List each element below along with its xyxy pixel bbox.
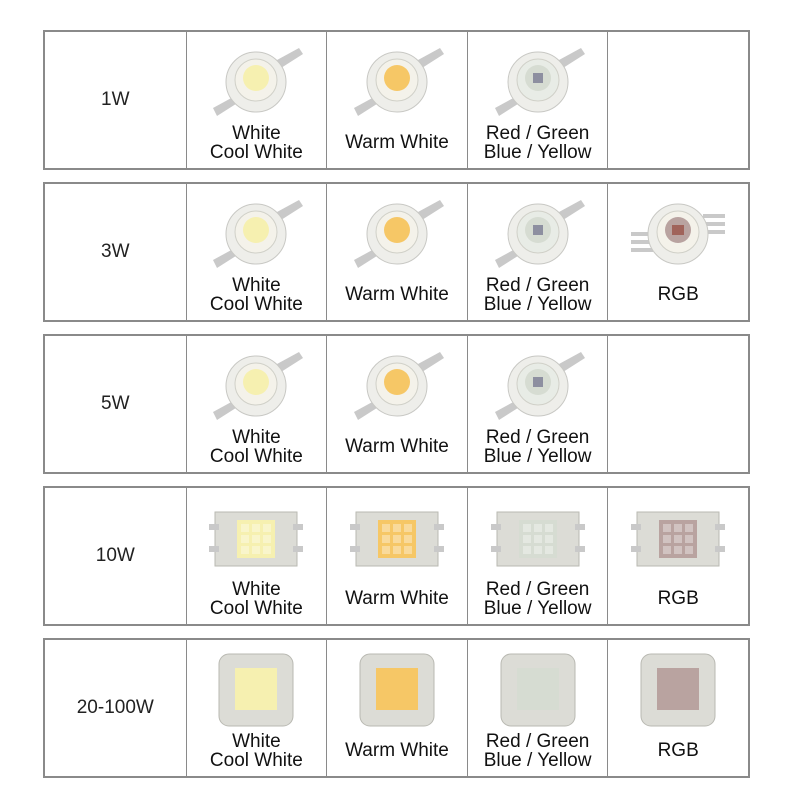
wattage-cell	[45, 32, 186, 168]
color-label	[327, 285, 467, 304]
color-label-line: Red / Green	[485, 427, 590, 448]
product-cell	[467, 488, 608, 624]
wattage-cell	[45, 640, 186, 776]
led-chip-image	[342, 190, 452, 278]
color-label-line: Red / Green	[485, 731, 590, 752]
led-chip-image	[342, 494, 452, 582]
color-label-line: Red / Green	[485, 275, 590, 296]
color-label-line: RGB	[657, 284, 699, 305]
color-label-line: Blue / Yellow	[483, 142, 592, 163]
color-label-line: White	[232, 275, 281, 296]
color-label	[608, 589, 748, 608]
product-cell	[326, 640, 467, 776]
led-chip-image	[342, 38, 452, 126]
color-label-line: Red / Green	[485, 123, 590, 144]
color-label-line: Blue / Yellow	[483, 750, 592, 771]
led-chip-image	[623, 190, 733, 278]
product-cell	[186, 32, 327, 168]
led-table	[43, 30, 750, 778]
color-label	[468, 580, 608, 618]
color-label-line: Blue / Yellow	[483, 598, 592, 619]
product-cell	[607, 184, 748, 320]
led-chip-image	[201, 342, 311, 430]
wattage-label: 1W	[101, 89, 130, 110]
led-chip-image	[342, 646, 452, 734]
table-row	[43, 334, 750, 474]
color-label	[327, 741, 467, 760]
led-chip-image	[483, 190, 593, 278]
color-label-line: White	[232, 579, 281, 600]
product-cell	[607, 32, 748, 168]
table-row	[43, 486, 750, 626]
table-row	[43, 638, 750, 778]
color-label	[327, 589, 467, 608]
color-label-line: RGB	[657, 588, 699, 609]
color-label-line: White	[232, 123, 281, 144]
product-cell	[467, 32, 608, 168]
color-label	[468, 732, 608, 770]
color-label	[468, 124, 608, 162]
led-chip-image	[623, 494, 733, 582]
product-cell	[467, 184, 608, 320]
wattage-label: 3W	[101, 241, 130, 262]
product-cell	[186, 488, 327, 624]
product-cell	[467, 640, 608, 776]
product-cell	[607, 488, 748, 624]
led-chip-image	[483, 494, 593, 582]
color-label	[187, 732, 327, 770]
product-cell	[326, 336, 467, 472]
color-label	[468, 428, 608, 466]
product-cell	[326, 184, 467, 320]
product-cell	[186, 336, 327, 472]
led-chip-image	[483, 646, 593, 734]
color-label	[608, 285, 748, 304]
wattage-label: 5W	[101, 393, 130, 414]
color-label-line: Warm White	[345, 132, 449, 153]
table-row	[43, 30, 750, 170]
led-chip-image	[201, 494, 311, 582]
color-label-line: White	[232, 731, 281, 752]
led-chip-image	[201, 38, 311, 126]
led-chip-image	[483, 342, 593, 430]
product-cell	[186, 640, 327, 776]
table-row	[43, 182, 750, 322]
color-label-line: Cool White	[209, 142, 303, 163]
color-label-line: Cool White	[209, 750, 303, 771]
product-cell	[607, 640, 748, 776]
wattage-cell	[45, 488, 186, 624]
color-label-line: Warm White	[345, 740, 449, 761]
led-chip-image	[342, 342, 452, 430]
color-label-line: Blue / Yellow	[483, 294, 592, 315]
product-cell	[326, 32, 467, 168]
led-chip-image	[623, 646, 733, 734]
color-label	[327, 437, 467, 456]
color-label	[187, 276, 327, 314]
color-label-line: Warm White	[345, 284, 449, 305]
wattage-label: 20-100W	[76, 697, 154, 718]
color-label-line: Warm White	[345, 436, 449, 457]
color-label	[187, 580, 327, 618]
color-label	[187, 124, 327, 162]
wattage-label: 10W	[95, 545, 135, 566]
color-label-line: Cool White	[209, 294, 303, 315]
color-label	[468, 276, 608, 314]
color-label	[187, 428, 327, 466]
product-cell	[326, 488, 467, 624]
product-cell	[607, 336, 748, 472]
color-label-line: Blue / Yellow	[483, 446, 592, 467]
color-label-line: Cool White	[209, 598, 303, 619]
led-chip-image	[201, 646, 311, 734]
color-label	[327, 133, 467, 152]
wattage-cell	[45, 184, 186, 320]
color-label	[608, 741, 748, 760]
color-label-line: Red / Green	[485, 579, 590, 600]
led-chip-image	[201, 190, 311, 278]
color-label-line: Warm White	[345, 588, 449, 609]
led-chip-image	[483, 38, 593, 126]
product-cell	[186, 184, 327, 320]
color-label-line: Cool White	[209, 446, 303, 467]
product-cell	[467, 336, 608, 472]
wattage-cell	[45, 336, 186, 472]
color-label-line: White	[232, 427, 281, 448]
color-label-line: RGB	[657, 740, 699, 761]
